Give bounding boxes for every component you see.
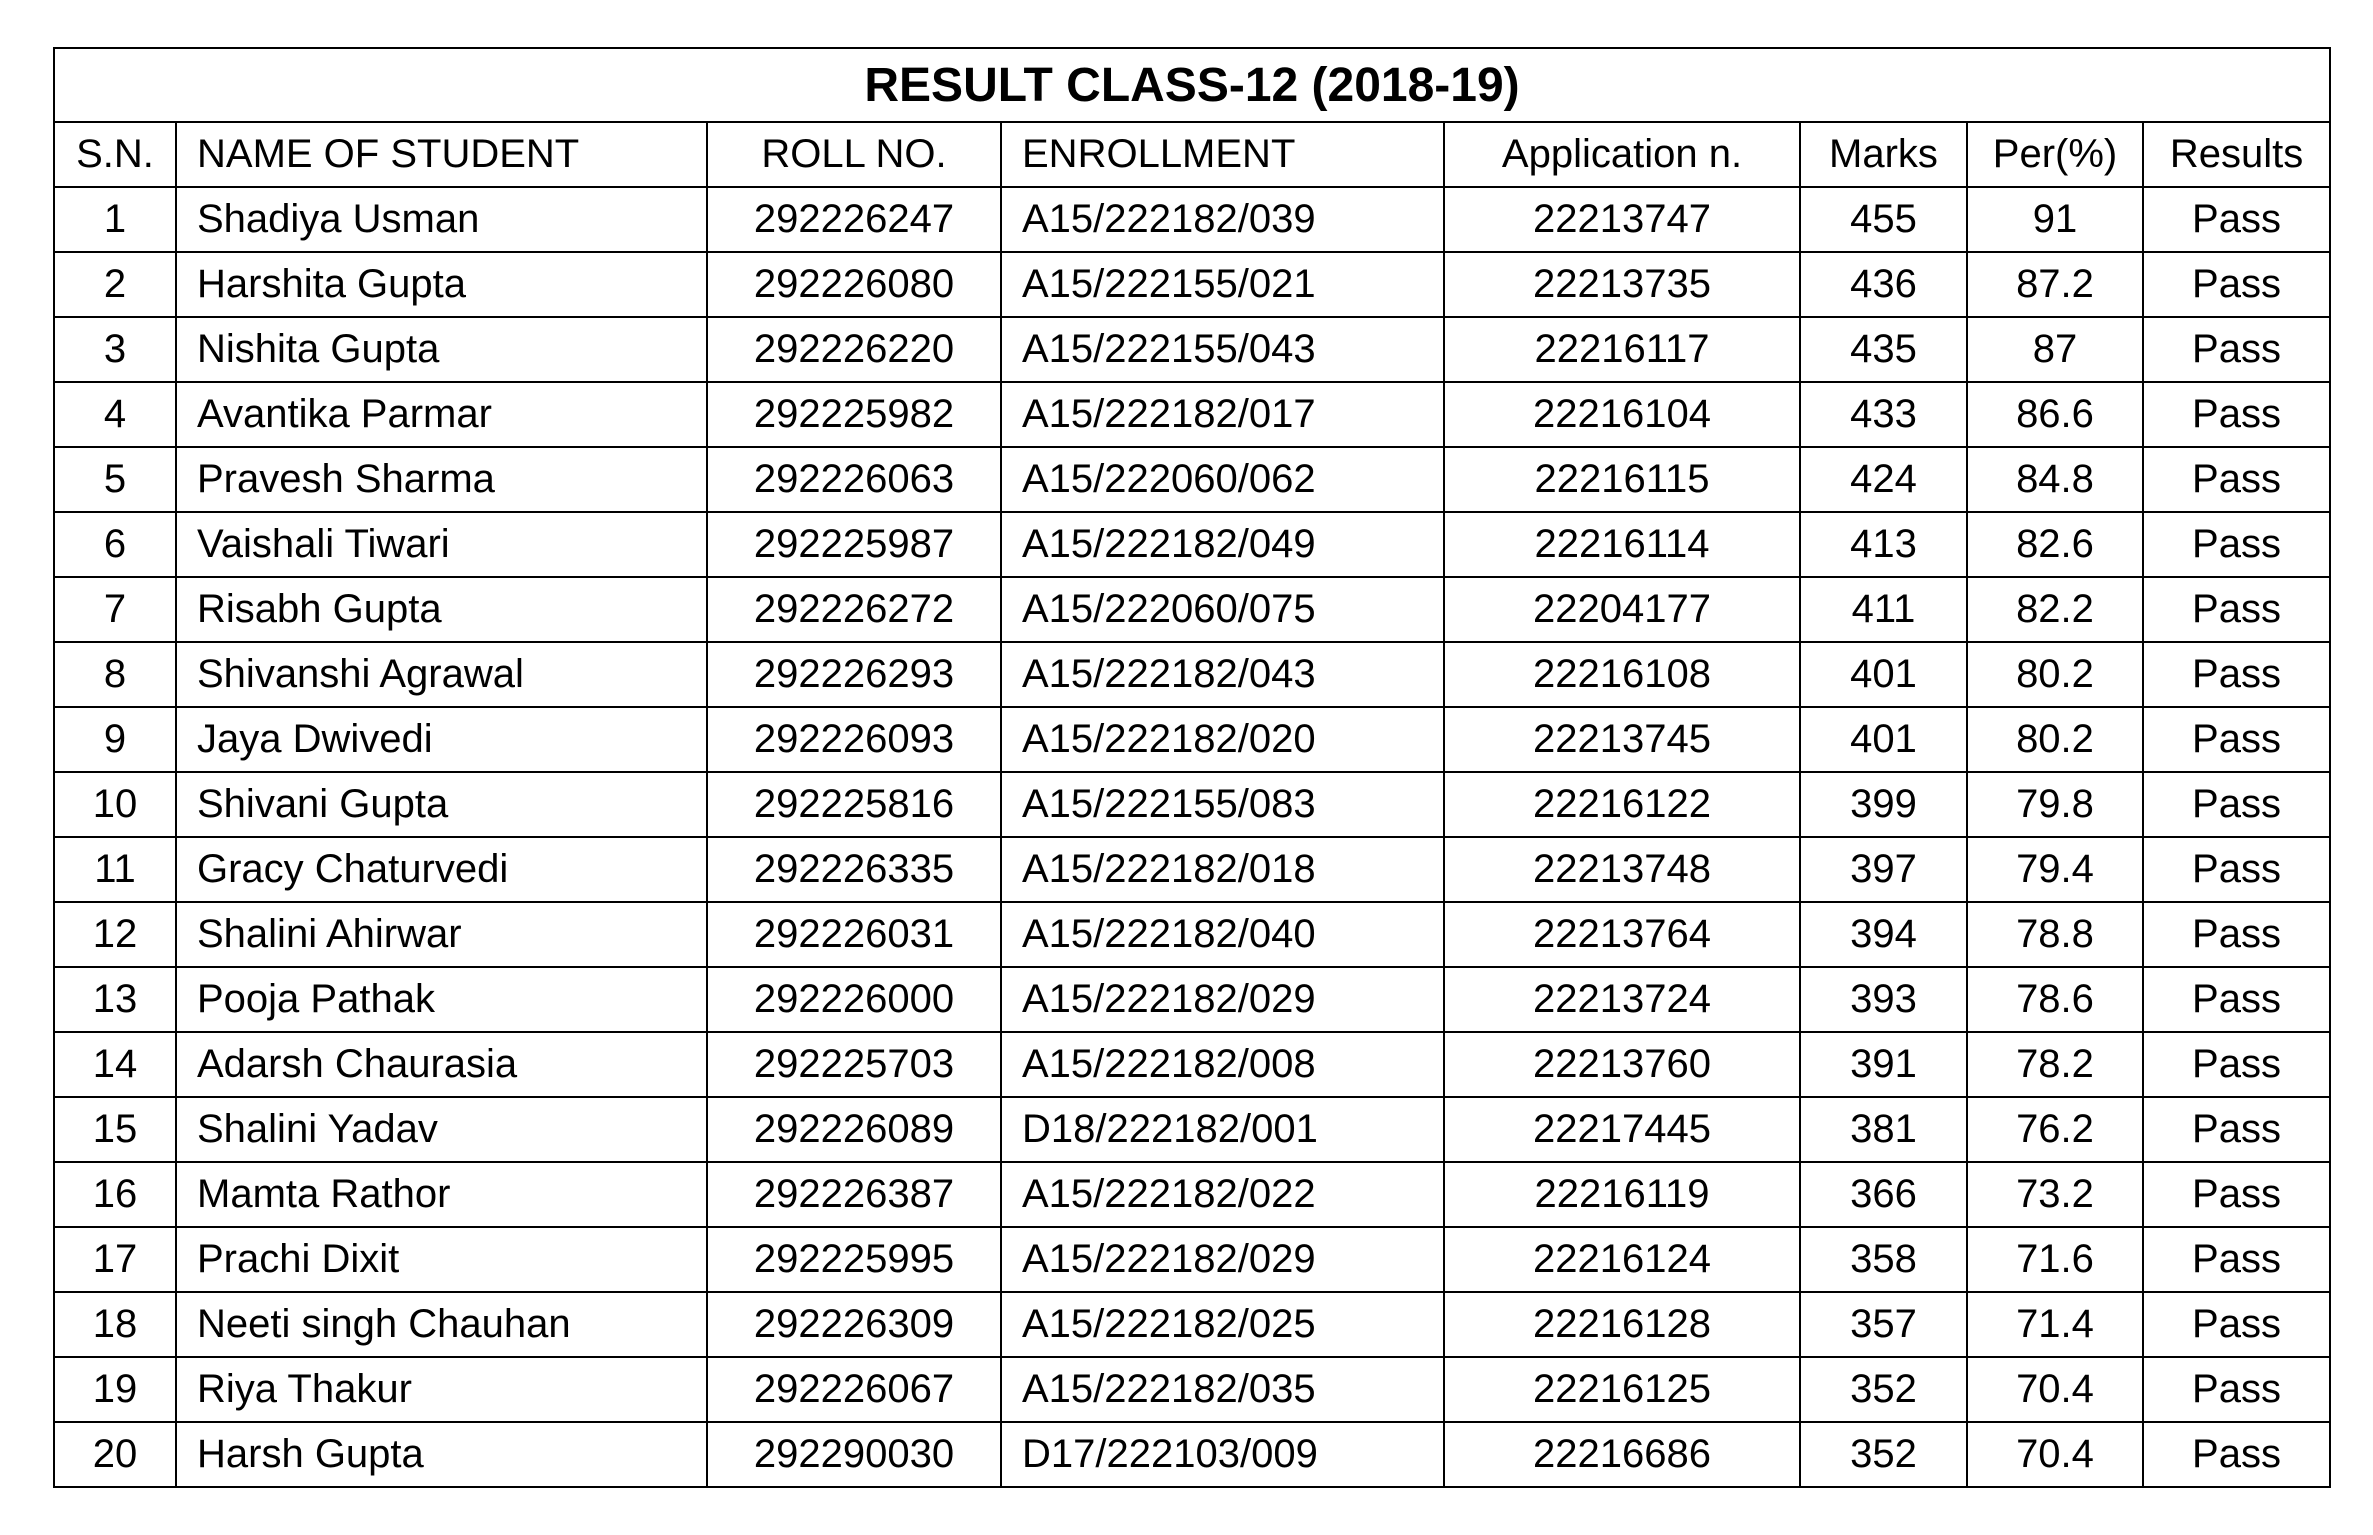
roll-no-cell: 292225995 (707, 1227, 1001, 1292)
table-row (54, 837, 2330, 902)
table-row (54, 1357, 2330, 1422)
application-no-cell: 22216119 (1444, 1162, 1800, 1227)
roll-no-cell: 292290030 (707, 1422, 1001, 1487)
sn-cell: 9 (54, 707, 176, 772)
result-cell: Pass (2143, 187, 2330, 252)
sn-cell: 7 (54, 577, 176, 642)
student-name-cell: Vaishali Tiwari (176, 512, 707, 577)
sn-cell: 14 (54, 1032, 176, 1097)
application-no-cell: 22216125 (1444, 1357, 1800, 1422)
result-cell: Pass (2143, 902, 2330, 967)
roll-no-cell: 292226220 (707, 317, 1001, 382)
result-table (53, 47, 2331, 1488)
application-no-cell: 22204177 (1444, 577, 1800, 642)
percent-cell: 84.8 (1967, 447, 2143, 512)
column-header-percent: Per(%) (1967, 122, 2143, 187)
sn-cell: 11 (54, 837, 176, 902)
result-cell: Pass (2143, 837, 2330, 902)
percent-cell: 78.2 (1967, 1032, 2143, 1097)
student-name-cell: Shivanshi Agrawal (176, 642, 707, 707)
result-cell: Pass (2143, 1357, 2330, 1422)
student-name-cell: Harshita Gupta (176, 252, 707, 317)
application-no-cell: 22213724 (1444, 967, 1800, 1032)
table-row (54, 317, 2330, 382)
table-row (54, 1032, 2330, 1097)
sn-cell: 8 (54, 642, 176, 707)
enrollment-cell: A15/222155/043 (1001, 317, 1444, 382)
table-row (54, 707, 2330, 772)
table-row (54, 577, 2330, 642)
table-row (54, 187, 2330, 252)
application-no-cell: 22216108 (1444, 642, 1800, 707)
result-cell: Pass (2143, 1227, 2330, 1292)
student-name-cell: Neeti singh Chauhan (176, 1292, 707, 1357)
application-no-cell: 22213745 (1444, 707, 1800, 772)
marks-cell: 397 (1800, 837, 1967, 902)
student-name-cell: Harsh Gupta (176, 1422, 707, 1487)
marks-cell: 394 (1800, 902, 1967, 967)
percent-cell: 78.8 (1967, 902, 2143, 967)
application-no-cell: 22213747 (1444, 187, 1800, 252)
percent-cell: 91 (1967, 187, 2143, 252)
sn-cell: 20 (54, 1422, 176, 1487)
percent-cell: 78.6 (1967, 967, 2143, 1032)
marks-cell: 411 (1800, 577, 1967, 642)
enrollment-cell: A15/222182/040 (1001, 902, 1444, 967)
header-row (54, 122, 2330, 187)
roll-no-cell: 292226067 (707, 1357, 1001, 1422)
table-row (54, 1162, 2330, 1227)
enrollment-cell: A15/222182/025 (1001, 1292, 1444, 1357)
column-header-name: NAME OF STUDENT (176, 122, 707, 187)
enrollment-cell: A15/222060/062 (1001, 447, 1444, 512)
result-cell: Pass (2143, 967, 2330, 1032)
sn-cell: 10 (54, 772, 176, 837)
result-cell: Pass (2143, 1422, 2330, 1487)
title-row (54, 48, 2330, 122)
table-row (54, 642, 2330, 707)
percent-cell: 70.4 (1967, 1422, 2143, 1487)
student-name-cell: Risabh Gupta (176, 577, 707, 642)
table-row (54, 512, 2330, 577)
roll-no-cell: 292225982 (707, 382, 1001, 447)
application-no-cell: 22217445 (1444, 1097, 1800, 1162)
table-row (54, 1097, 2330, 1162)
roll-no-cell: 292226335 (707, 837, 1001, 902)
application-no-cell: 22216686 (1444, 1422, 1800, 1487)
column-header-enrollment: ENROLLMENT (1001, 122, 1444, 187)
percent-cell: 87.2 (1967, 252, 2143, 317)
marks-cell: 413 (1800, 512, 1967, 577)
percent-cell: 70.4 (1967, 1357, 2143, 1422)
percent-cell: 80.2 (1967, 707, 2143, 772)
percent-cell: 71.4 (1967, 1292, 2143, 1357)
result-cell: Pass (2143, 772, 2330, 837)
application-no-cell: 22213764 (1444, 902, 1800, 967)
application-no-cell: 22216124 (1444, 1227, 1800, 1292)
sn-cell: 16 (54, 1162, 176, 1227)
enrollment-cell: A15/222155/083 (1001, 772, 1444, 837)
result-cell: Pass (2143, 1097, 2330, 1162)
column-header-results: Results (2143, 122, 2330, 187)
marks-cell: 455 (1800, 187, 1967, 252)
table-row (54, 1292, 2330, 1357)
result-cell: Pass (2143, 447, 2330, 512)
enrollment-cell: A15/222182/049 (1001, 512, 1444, 577)
table-row (54, 252, 2330, 317)
enrollment-cell: D17/222103/009 (1001, 1422, 1444, 1487)
marks-cell: 366 (1800, 1162, 1967, 1227)
percent-cell: 76.2 (1967, 1097, 2143, 1162)
roll-no-cell: 292225987 (707, 512, 1001, 577)
student-name-cell: Jaya Dwivedi (176, 707, 707, 772)
sn-cell: 1 (54, 187, 176, 252)
application-no-cell: 22216114 (1444, 512, 1800, 577)
roll-no-cell: 292226093 (707, 707, 1001, 772)
student-name-cell: Prachi Dixit (176, 1227, 707, 1292)
application-no-cell: 22213748 (1444, 837, 1800, 902)
sn-cell: 2 (54, 252, 176, 317)
percent-cell: 79.8 (1967, 772, 2143, 837)
page-title: RESULT CLASS-12 (2018-19) (54, 48, 2330, 122)
result-cell: Pass (2143, 577, 2330, 642)
application-no-cell: 22216122 (1444, 772, 1800, 837)
column-header-roll-no: ROLL NO. (707, 122, 1001, 187)
enrollment-cell: A15/222182/018 (1001, 837, 1444, 902)
student-name-cell: Pravesh Sharma (176, 447, 707, 512)
marks-cell: 381 (1800, 1097, 1967, 1162)
marks-cell: 401 (1800, 707, 1967, 772)
student-name-cell: Gracy Chaturvedi (176, 837, 707, 902)
student-name-cell: Avantika Parmar (176, 382, 707, 447)
roll-no-cell: 292226063 (707, 447, 1001, 512)
application-no-cell: 22216104 (1444, 382, 1800, 447)
enrollment-cell: A15/222182/039 (1001, 187, 1444, 252)
enrollment-cell: D18/222182/001 (1001, 1097, 1444, 1162)
percent-cell: 71.6 (1967, 1227, 2143, 1292)
roll-no-cell: 292226309 (707, 1292, 1001, 1357)
marks-cell: 399 (1800, 772, 1967, 837)
marks-cell: 352 (1800, 1422, 1967, 1487)
sn-cell: 13 (54, 967, 176, 1032)
percent-cell: 86.6 (1967, 382, 2143, 447)
result-cell: Pass (2143, 382, 2330, 447)
application-no-cell: 22216128 (1444, 1292, 1800, 1357)
percent-cell: 80.2 (1967, 642, 2143, 707)
enrollment-cell: A15/222182/008 (1001, 1032, 1444, 1097)
sn-cell: 4 (54, 382, 176, 447)
percent-cell: 79.4 (1967, 837, 2143, 902)
enrollment-cell: A15/222060/075 (1001, 577, 1444, 642)
result-cell: Pass (2143, 642, 2330, 707)
student-name-cell: Nishita Gupta (176, 317, 707, 382)
enrollment-cell: A15/222182/043 (1001, 642, 1444, 707)
percent-cell: 73.2 (1967, 1162, 2143, 1227)
roll-no-cell: 292226089 (707, 1097, 1001, 1162)
marks-cell: 391 (1800, 1032, 1967, 1097)
result-cell: Pass (2143, 1032, 2330, 1097)
result-cell: Pass (2143, 252, 2330, 317)
column-header-application: Application n. (1444, 122, 1800, 187)
application-no-cell: 22213760 (1444, 1032, 1800, 1097)
student-name-cell: Shalini Ahirwar (176, 902, 707, 967)
marks-cell: 433 (1800, 382, 1967, 447)
roll-no-cell: 292226272 (707, 577, 1001, 642)
student-name-cell: Riya Thakur (176, 1357, 707, 1422)
roll-no-cell: 292226031 (707, 902, 1001, 967)
marks-cell: 358 (1800, 1227, 1967, 1292)
roll-no-cell: 292226293 (707, 642, 1001, 707)
percent-cell: 87 (1967, 317, 2143, 382)
sn-cell: 15 (54, 1097, 176, 1162)
table-row (54, 967, 2330, 1032)
result-cell: Pass (2143, 707, 2330, 772)
student-name-cell: Adarsh Chaurasia (176, 1032, 707, 1097)
enrollment-cell: A15/222182/020 (1001, 707, 1444, 772)
enrollment-cell: A15/222182/022 (1001, 1162, 1444, 1227)
roll-no-cell: 292225816 (707, 772, 1001, 837)
table-row (54, 772, 2330, 837)
marks-cell: 436 (1800, 252, 1967, 317)
percent-cell: 82.6 (1967, 512, 2143, 577)
sn-cell: 5 (54, 447, 176, 512)
enrollment-cell: A15/222182/029 (1001, 1227, 1444, 1292)
roll-no-cell: 292225703 (707, 1032, 1001, 1097)
student-name-cell: Shivani Gupta (176, 772, 707, 837)
enrollment-cell: A15/222155/021 (1001, 252, 1444, 317)
application-no-cell: 22216115 (1444, 447, 1800, 512)
sn-cell: 17 (54, 1227, 176, 1292)
table-row (54, 1422, 2330, 1487)
sn-cell: 3 (54, 317, 176, 382)
sn-cell: 18 (54, 1292, 176, 1357)
result-table-body (54, 187, 2330, 1487)
marks-cell: 393 (1800, 967, 1967, 1032)
marks-cell: 424 (1800, 447, 1967, 512)
result-cell: Pass (2143, 1292, 2330, 1357)
sn-cell: 19 (54, 1357, 176, 1422)
enrollment-cell: A15/222182/035 (1001, 1357, 1444, 1422)
sn-cell: 6 (54, 512, 176, 577)
sn-cell: 12 (54, 902, 176, 967)
application-no-cell: 22213735 (1444, 252, 1800, 317)
roll-no-cell: 292226247 (707, 187, 1001, 252)
roll-no-cell: 292226000 (707, 967, 1001, 1032)
marks-cell: 401 (1800, 642, 1967, 707)
column-header-sn: S.N. (54, 122, 176, 187)
roll-no-cell: 292226387 (707, 1162, 1001, 1227)
result-cell: Pass (2143, 1162, 2330, 1227)
application-no-cell: 22216117 (1444, 317, 1800, 382)
percent-cell: 82.2 (1967, 577, 2143, 642)
marks-cell: 435 (1800, 317, 1967, 382)
column-header-marks: Marks (1800, 122, 1967, 187)
student-name-cell: Pooja Pathak (176, 967, 707, 1032)
student-name-cell: Mamta Rathor (176, 1162, 707, 1227)
marks-cell: 352 (1800, 1357, 1967, 1422)
student-name-cell: Shalini Yadav (176, 1097, 707, 1162)
enrollment-cell: A15/222182/029 (1001, 967, 1444, 1032)
marks-cell: 357 (1800, 1292, 1967, 1357)
table-row (54, 902, 2330, 967)
result-cell: Pass (2143, 512, 2330, 577)
result-cell: Pass (2143, 317, 2330, 382)
roll-no-cell: 292226080 (707, 252, 1001, 317)
table-row (54, 447, 2330, 512)
enrollment-cell: A15/222182/017 (1001, 382, 1444, 447)
table-row (54, 382, 2330, 447)
student-name-cell: Shadiya Usman (176, 187, 707, 252)
table-row (54, 1227, 2330, 1292)
